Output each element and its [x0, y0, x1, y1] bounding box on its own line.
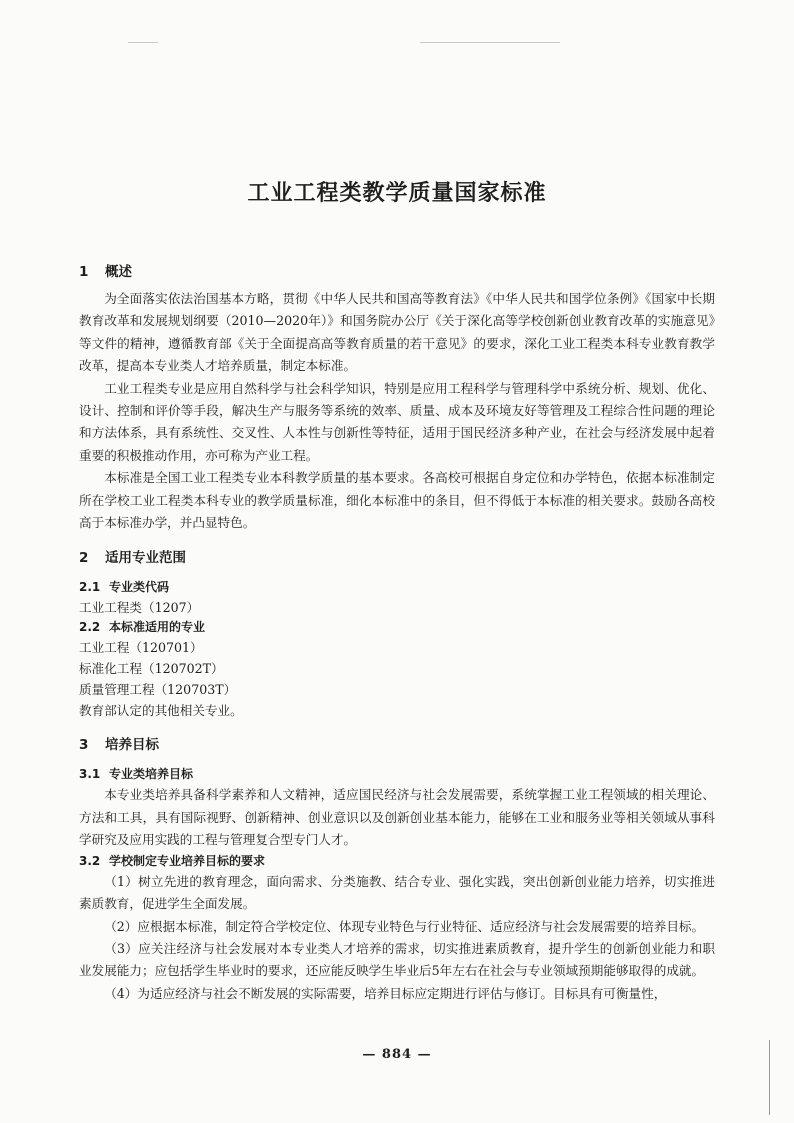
section-number: 2	[79, 550, 89, 567]
document-title: 工业工程类教学质量国家标准	[247, 180, 547, 206]
subsection-number: 2.2	[79, 620, 101, 635]
scan-artifact	[420, 42, 560, 43]
paragraph: （3）应关注经济与社会发展对本专业类人才培养的需求，切实推进素质教育，提升学生的创新创业能力和职业发展能力；应包括学生毕业时的要求，还应能反映学生毕业后5年左右在社会与专业领域预期能够取得的成就。	[79, 940, 715, 979]
paragraph: （2）应根据本标准，制定符合学校定位、体现专业特色与行业特征、适应经济与社会发展需要的培养目标。	[104, 918, 705, 934]
document-body	[79, 262, 715, 1005]
list-item: 标准化工程（120702T）	[79, 661, 224, 677]
subsection-title: 专业类培养目标	[109, 767, 194, 782]
section-title: 适用专业范围	[105, 550, 186, 567]
section-heading-2	[79, 548, 715, 568]
subsection-heading-3-2	[79, 852, 715, 871]
list-item: 工业工程（120701）	[79, 640, 203, 656]
section-number: 3	[79, 737, 89, 754]
paragraph: 工业工程类专业是应用自然科学与社会科学知识，特别是应用工程科学与管理科学中系统分析、规划、优化、设计、控制和评价等手段，解决生产与服务等系统的效率、质量、成本及环境友好等管理及工程综合性问题的理论和方法体系，具有系统性、交叉性、人本性与创新性等特征，适用于国民经济多种产业，在社会与经济发展中起着重要的积极推动作用，亦可称为产业工程。	[79, 380, 715, 463]
section-title: 概述	[105, 264, 132, 280]
subsection-number: 2.1	[79, 580, 101, 595]
subsection-title: 专业类代码	[109, 580, 170, 595]
section-title: 培养目标	[105, 737, 159, 754]
subsection-heading-3-1	[79, 765, 715, 784]
list-item: 质量管理工程（120703T）	[79, 682, 237, 698]
scan-artifact	[128, 42, 158, 43]
subsection-title: 本标准适用的专业	[109, 620, 206, 635]
subsection-title: 学校制定专业培养目标的要求	[109, 853, 266, 868]
list-item: 教育部认定的其他相关专业。	[79, 703, 243, 719]
paragraph: 本专业类培养具备科学素养和人文精神，适应国民经济与社会发展需要，系统掌握工业工程领域的相关理论、方法和工具，具有国际视野、创新精神、创业意识以及创新创业基本能力，能够在工业和服务业等相关领域从事科学研究及应用实践的工程与管理复合型专门人才。	[79, 787, 715, 848]
section-number: 1	[79, 264, 89, 280]
paragraph: 为全面落实依法治国基本方略，贯彻《中华人民共和国高等教育法》《中华人民共和国学位条例》《国家中长期教育改革和发展规划纲要（2010—2020年）》和国务院办公厅《关于深化高等学校创新创业教育改革的实施意见》等文件的精神，遵循教育部《关于全面提高高等教育质量的若干意见》的要求，深化工业工程类本科专业教育教学改革，提高本专业类人才培养质量，制定本标准。	[79, 291, 715, 374]
section-heading-1	[79, 262, 715, 282]
subsection-number: 3.2	[79, 853, 101, 868]
list-item: 工业工程类（1207）	[79, 600, 200, 616]
paragraph: （4）为适应经济与社会不断发展的实际需要，培养目标应定期进行评估与修订。目标具有可衡量性，	[104, 985, 667, 1001]
paragraph: （1）树立先进的教育理念，面向需求、分类施教、结合专业、强化实践，突出创新创业能力培养，切实推进素质教育，促进学生全面发展。	[79, 873, 715, 912]
paragraph: 本标准是全国工业工程类专业本科教学质量的基本要求。各高校可根据自身定位和办学特色，依据本标准制定所在学校工业工程类本科专业的教学质量标准，细化本标准中的条目，但不得低于本标准的相关要求。鼓励各高校高于本标准办学，并凸显特色。	[79, 470, 715, 531]
subsection-heading-2-2	[79, 618, 715, 637]
section-heading-3	[79, 735, 715, 755]
subsection-number: 3.1	[79, 767, 101, 782]
page-number: — 884 —	[362, 1047, 432, 1062]
subsection-heading-2-1	[79, 578, 715, 597]
